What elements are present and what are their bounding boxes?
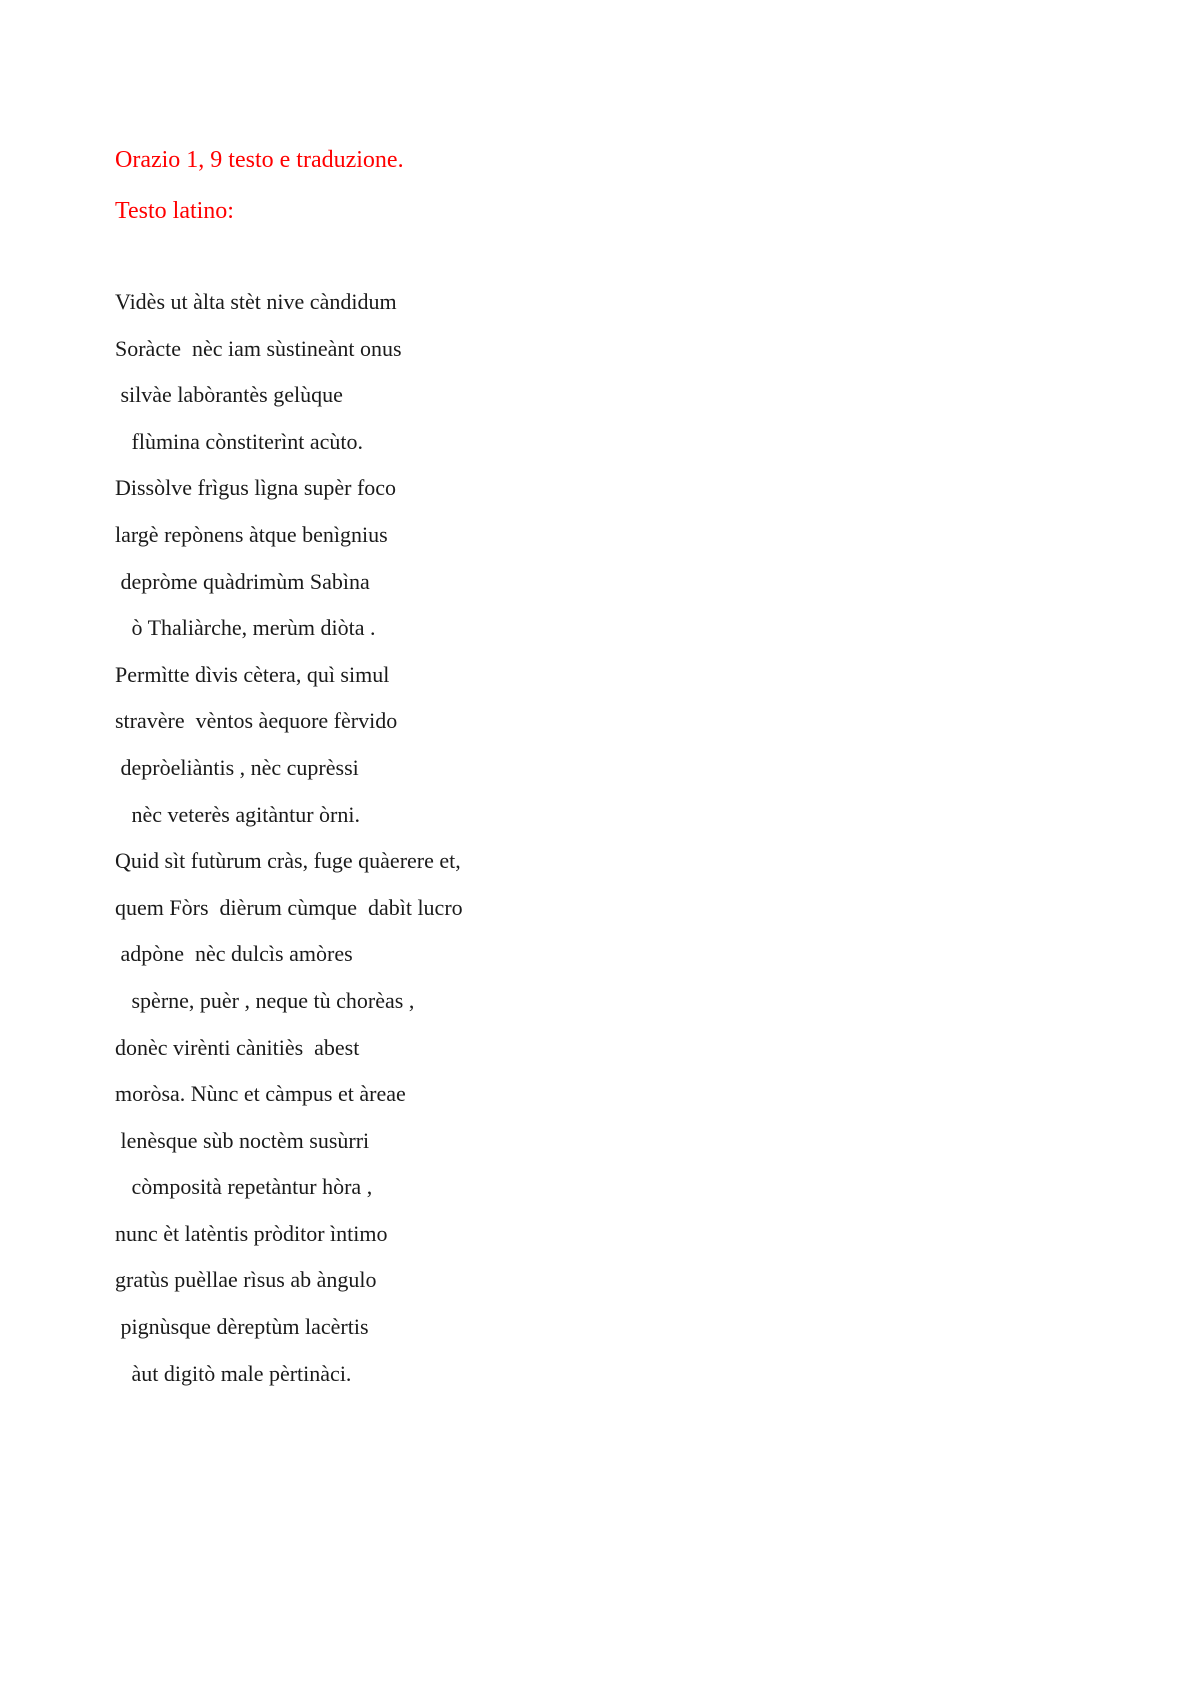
verse-line: àut digitò male pèrtinàci. <box>115 1360 352 1386</box>
verse-line: depròeliàntis , nèc cuprèssi <box>115 754 359 780</box>
verse-line: Soràcte nèc iam sùstineànt onus <box>115 335 402 361</box>
document-title: Orazio 1, 9 testo e traduzione. <box>115 147 404 173</box>
verse-line: nèc veterès agitàntur òrni. <box>115 801 360 827</box>
verse-line: ò Thaliàrche, merùm diòta . <box>115 615 376 641</box>
verse-line: depròme quàdrimùm Sabìna <box>115 568 370 594</box>
verse-line: Dissòlve frìgus lìgna supèr foco <box>115 475 397 501</box>
verse-line: gratùs puèllae rìsus ab àngulo <box>115 1267 377 1293</box>
verse-line: lenèsque sùb noctèm susùrri <box>115 1127 370 1153</box>
verse-line: Vidès ut àlta stèt nive càndidum <box>115 289 397 314</box>
verse-line: moròsa. Nùnc et càmpus et àreae <box>115 1081 406 1107</box>
verse-line: silvàe labòrantès gelùque <box>115 382 343 408</box>
verse-line: spèrne, puèr , neque tù chorèas , <box>115 987 415 1013</box>
verse-line: largè repònens àtque benìgnius <box>115 521 388 547</box>
verse-line: Permìtte dìvis cètera, quì simul <box>115 661 390 687</box>
verse-line: quem Fòrs dièrum cùmque dabìt lucro <box>115 894 463 920</box>
verse-line: stravère vèntos àequore fèrvido <box>115 708 398 734</box>
poem-verses <box>115 290 463 1408</box>
verse-line: nunc èt latèntis pròditor ìntimo <box>115 1220 388 1246</box>
section-heading: Testo latino: <box>115 198 234 224</box>
verse-line: flùmina cònstiterìnt acùto. <box>115 428 364 454</box>
verse-line: pignùsque dèreptùm lacèrtis <box>115 1314 369 1340</box>
verse-line: adpòne nèc dulcìs amòres <box>115 941 353 967</box>
verse-line: còmposità repetàntur hòra , <box>115 1174 373 1200</box>
verse-line: donèc virènti cànitiès abest <box>115 1034 360 1060</box>
verse-line: Quid sìt futùrum cràs, fuge quàerere et, <box>115 848 461 874</box>
